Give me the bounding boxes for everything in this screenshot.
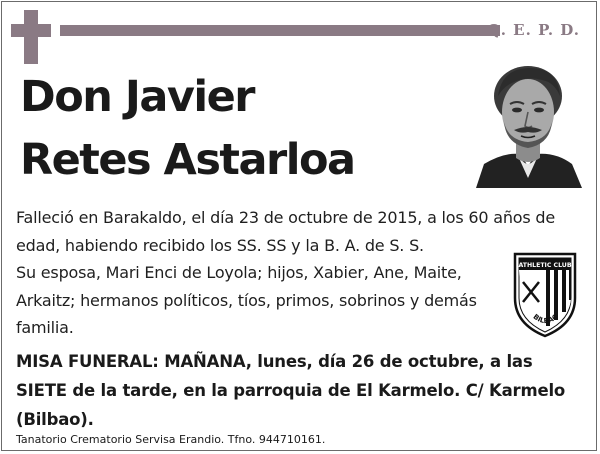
funeral-mass-info (16, 347, 586, 434)
cross-icon (24, 10, 38, 64)
deceased-photo (474, 60, 582, 188)
death-notice-line: edad, habiendo recibido los SS. SS y la B. A. de S. S. (16, 235, 424, 255)
cross-icon-bar (11, 24, 51, 37)
obituary-notice (1, 1, 597, 451)
funeral-line: SIETE de la tarde, en la parroquia de El Karmelo. C/ Karmelo (16, 381, 566, 400)
qepd-label: Q. E. P. D. (487, 21, 580, 39)
funeral-line: (Bilbao). (16, 410, 94, 429)
death-notice-line: Falleció en Barakaldo, el día 23 de octubre de 2015, a los 60 años de (16, 208, 556, 227)
obituary-body (16, 204, 582, 342)
header-rule (60, 25, 500, 36)
funeral-line: MISA FUNERAL: MAÑANA, lunes, día 26 de octubre, a las (16, 352, 533, 371)
crest-bottom-text: BILBAO (531, 312, 561, 326)
deceased-name-line1: Don Javier (20, 72, 254, 122)
family-line: familia. (16, 318, 74, 337)
deceased-name-line2: Retes Astarloa (20, 135, 355, 185)
funeral-home-footer: Tanatorio Crematorio Servisa Erandio. Tfno. 944710161. (16, 433, 326, 446)
family-line: Arkaitz; hermanos políticos, tíos, primos, sobrinos y demás (16, 290, 477, 310)
family-line: Su esposa, Mari Enci de Loyola; hijos, Xabier, Ane, Maite, (16, 263, 462, 282)
athletic-club-crest-icon (513, 252, 577, 338)
crest-top-text: ATHLETIC CLUB (518, 262, 572, 269)
